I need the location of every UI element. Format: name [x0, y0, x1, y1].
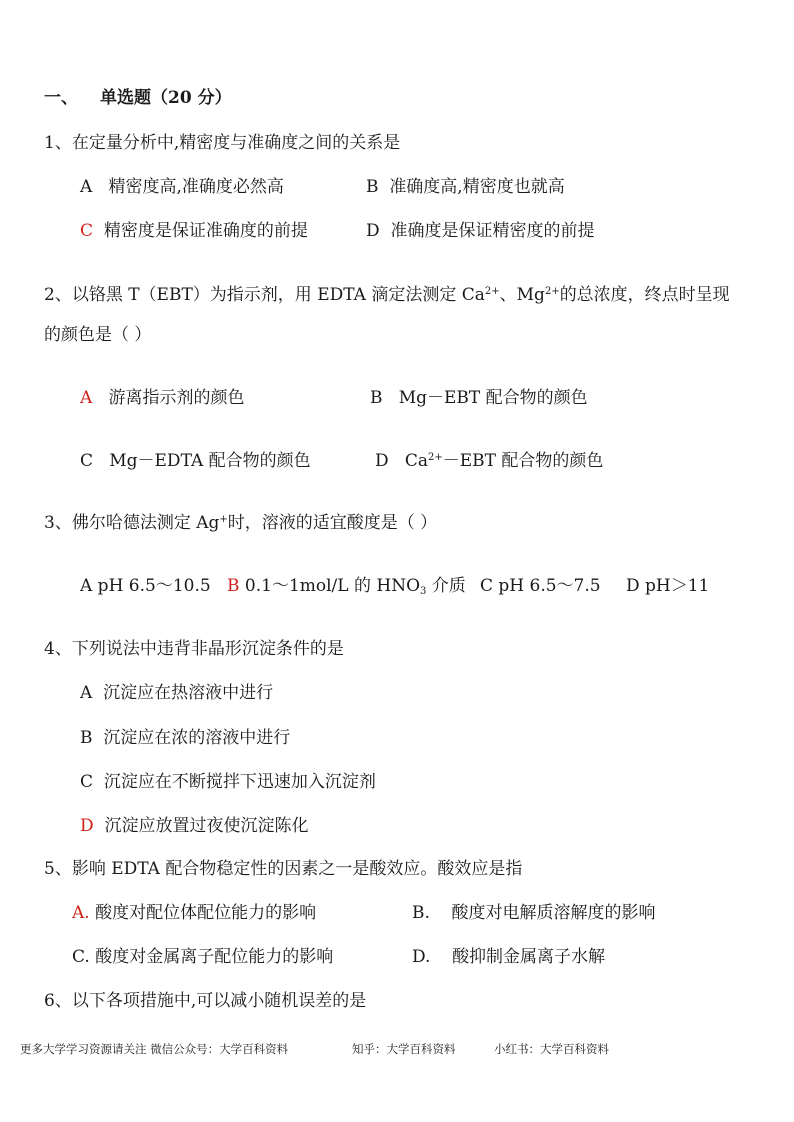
subscript: 3 — [420, 586, 427, 597]
option-text: 准确度是保证精密度的前提 — [390, 221, 595, 241]
footer-zhihu: 知乎：大学百科资料 — [352, 1042, 456, 1056]
q5-option-b — [412, 902, 656, 924]
q4-option-c — [80, 771, 376, 793]
q1-option-a — [80, 176, 284, 198]
option-text: 酸抑制金属离子水解 — [452, 947, 606, 967]
option-text: 酸度对金属离子配位能力的影响 — [95, 947, 334, 967]
option-text: －EBT 配合物的颜色 — [442, 451, 604, 471]
q4-option-b — [80, 727, 290, 749]
option-letter: A — [80, 683, 93, 703]
option-text: 沉淀应在热溶液中进行 — [103, 683, 274, 703]
option-letter: C — [80, 772, 94, 792]
q6-stem: 6、以下各项措施中,可以减小随机误差的是 — [44, 991, 367, 1011]
superscript: + — [219, 514, 228, 525]
q3-option-c: C pH 6.5～7.5 — [480, 576, 601, 596]
option-text: 准确度高,精密度也就高 — [389, 177, 565, 197]
option-text: 0.1～1mol/L 的 HNO — [244, 576, 421, 596]
option-text: 沉淀应放置过夜使沉淀陈化 — [104, 816, 309, 836]
option-text: Ca — [404, 451, 429, 471]
option-letter: D — [366, 221, 380, 241]
q4-stem: 4、下列说法中违背非晶形沉淀条件的是 — [44, 639, 344, 659]
q1-option-d — [366, 220, 594, 242]
answer-letter: B — [227, 576, 240, 596]
superscript: 2+ — [428, 452, 443, 463]
option-letter: B. — [412, 903, 430, 923]
superscript: 2+ — [484, 286, 500, 297]
option-letter: A — [80, 177, 93, 197]
q3-stem-text: 3、佛尔哈德法测定 Ag — [44, 513, 220, 533]
option-letter: C. — [72, 947, 90, 967]
q2-option-d — [375, 450, 603, 472]
q1-stem: 1、在定量分析中,精密度与准确度之间的关系是 — [44, 133, 401, 153]
option-letter: B — [370, 388, 383, 408]
option-text: 酸度对配位体配位能力的影响 — [95, 903, 317, 923]
q2-stem-text: 、Mg — [499, 285, 545, 305]
answer-letter: C — [80, 221, 94, 241]
q2-option-a — [80, 387, 245, 409]
option-text: 酸度对电解质溶解度的影响 — [451, 903, 656, 923]
section-number: 一、 — [44, 88, 78, 108]
q4-option-d — [80, 815, 308, 837]
q1-option-b — [366, 176, 565, 198]
q2-stem-line2: 的颜色是（ ） — [44, 325, 152, 345]
q5-stem: 5、影响 EDTA 配合物稳定性的因素之一是酸效应。酸效应是指 — [44, 859, 523, 879]
option-text: 精密度是保证准确度的前提 — [103, 221, 308, 241]
footer-xiaohongshu: 小红书：大学百科资料 — [494, 1042, 609, 1056]
option-text: 游离指示剂的颜色 — [108, 388, 245, 408]
option-letter: D — [375, 451, 389, 471]
q2-stem — [44, 284, 730, 306]
section-title: 单选题（20 分） — [100, 88, 232, 108]
q2-stem-text: 的总浓度，终点时呈现 — [559, 285, 730, 305]
q5-option-c — [72, 946, 333, 968]
option-letter: B — [80, 728, 93, 748]
answer-letter: D — [80, 816, 94, 836]
option-letter: D. — [412, 947, 431, 967]
q2-stem-text: 2、以铬黑 T（EBT）为指示剂，用 EDTA 滴定法测定 Ca — [44, 285, 485, 305]
option-text: Mg－EBT 配合物的颜色 — [398, 388, 588, 408]
option-letter: B — [366, 177, 379, 197]
option-text: 沉淀应在浓的溶液中进行 — [103, 728, 291, 748]
footer-wechat: 更多大学学习资源请关注 微信公众号：大学百科资料 — [20, 1042, 289, 1056]
q3-stem — [44, 512, 437, 534]
option-text: 介质 — [431, 576, 466, 596]
q3-option-b — [227, 575, 466, 597]
q2-option-c — [80, 450, 311, 472]
option-text: Mg－EDTA 配合物的颜色 — [109, 451, 311, 471]
q4-option-a — [80, 682, 273, 704]
q2-option-b — [370, 387, 588, 409]
option-text: 精密度高,准确度必然高 — [108, 177, 284, 197]
q3-option-d: D pH＞11 — [626, 576, 710, 596]
q3-option-a: A pH 6.5～10.5 — [80, 576, 211, 596]
answer-letter: A — [80, 388, 93, 408]
option-letter: C — [80, 451, 94, 471]
q1-option-c — [80, 220, 308, 242]
q5-option-a — [72, 902, 316, 924]
q5-option-d — [412, 946, 605, 968]
superscript: 2+ — [544, 286, 560, 297]
option-text: 沉淀应在不断搅拌下迅速加入沉淀剂 — [103, 772, 376, 792]
section-heading — [44, 87, 232, 109]
q3-stem-text: 时，溶液的适宜酸度是（ ） — [227, 513, 438, 533]
answer-letter: A. — [72, 903, 90, 923]
